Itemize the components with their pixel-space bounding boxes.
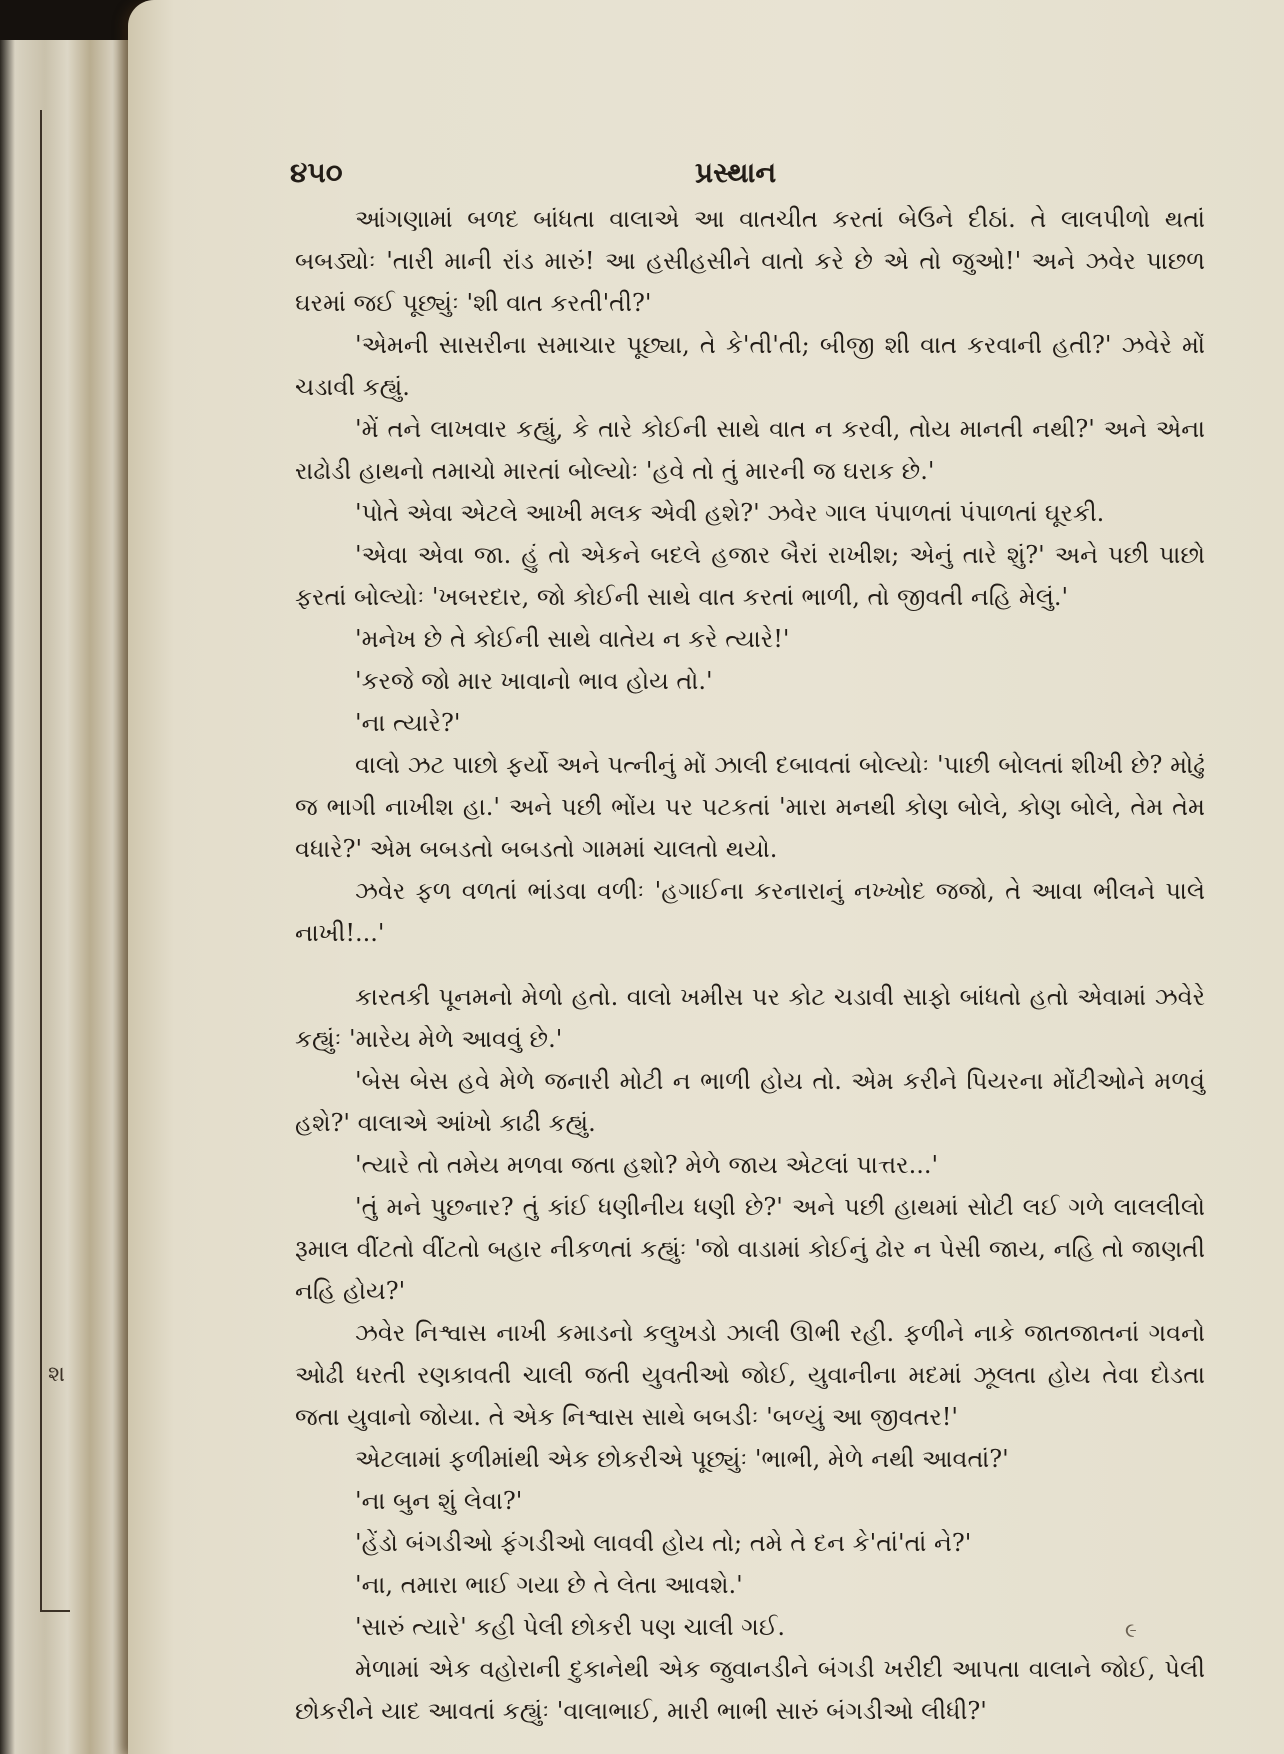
paragraph: ઝવેર નિશ્વાસ નાખી કમાડનો કલુખડો ઝાલી ઊભી રહી. ફળીને નાકે જાતજાતનાં ગવનો ઓઢી ધરતી રણકાવતી ચાલી જતી યુવતીઓ જોઈ, યુવાનીના મદમાં ઝૂલતા હોય તેવા દોડતા જતા યુવાનો જોયા. તે એક નિશ્વાસ સાથે બબડીઃ 'બળ્યું આ જીવતર!' <box>295 1319 1205 1431</box>
edge-glyph: શ <box>48 1362 65 1387</box>
paragraph: 'બેસ બેસ હવે મેળે જનારી મોટી ન ભાળી હોય તો. એમ કરીને પિયરના મોંટીઓને મળવું હશે?' વાલાએ આંખો કાઢી કહ્યું. <box>295 1067 1205 1137</box>
running-title: પ્રસ્થાન <box>695 156 777 189</box>
paragraph: 'સારું ત્યારે' કહી પેલી છોકરી પણ ચાલી ગઈ. <box>355 1613 785 1641</box>
paragraph: 'ત્યારે તો તમેય મળવા જતા હશો? મેળે જાય એટલાં પાત્તર...' <box>355 1151 939 1179</box>
paragraph: 'ના, તમારા ભાઈ ગયા છે તે લેતા આવશે.' <box>355 1571 743 1599</box>
paragraph: 'હેંડો બંગડીઓ ફંગડીઓ લાવવી હોય તો; તમે તે દન કે'તાં'તાં ને?' <box>355 1529 972 1557</box>
paragraph: કારતકી પૂનમનો મેળો હતો. વાલો ખમીસ પર કોટ ચડાવી સાફો બાંધતો હતો એવામાં ઝવેરે કહ્યુંઃ 'મારેય મેળે આવવું છે.' <box>295 983 1205 1053</box>
paragraph: મેળામાં એક વહોરાની દુકાનેથી એક જુવાનડીને બંગડી ખરીદી આપતા વાલાને જોઈ, પેલી છોકરીને યાદ આવતાં કહ્યુંઃ 'વાલાભાઈ, મારી ભાભી સારું બંગડીઓ લીધી?' <box>295 1655 1205 1725</box>
paragraph: ઝવેર ફળ વળતાં ભાંડવા વળીઃ 'હગાઈના કરનારાનું નખ્ખોદ જજો, તે આવા ભીલને પાલે નાખી!...' <box>295 877 1205 947</box>
folio-mark: ૯ <box>1125 1618 1137 1642</box>
section-break <box>295 954 1205 976</box>
paragraph: 'ના બુન શું લેવા?' <box>355 1487 523 1515</box>
paragraph: 'પોતે એવા એટલે આખી મલક એવી હશે?' ઝવેર ગાલ પંપાળતાં પંપાળતાં ઘૂરકી. <box>355 499 1105 527</box>
paragraph: 'એમની સાસરીના સમાચાર પૂછ્યા, તે કે'તી'તી; બીજી શી વાત કરવાની હતી?' ઝવેરે મોં ચડાવી કહ્યું. <box>295 331 1205 401</box>
page-number: ૪૫૦ <box>290 156 343 189</box>
paragraph: 'ના ત્યારે?' <box>355 709 461 737</box>
paragraph: એટલામાં ફળીમાંથી એક છોકરીએ પૂછ્યુંઃ 'ભાભી, મેળે નથી આવતાં?' <box>355 1445 1009 1473</box>
paragraph: 'તું મને પુછનાર? તું કાંઈ ધણીનીય ધણી છે?' અને પછી હાથમાં સોટી લઈ ગળે લાલલીલો રૂમાલ વીંટતો વીંટતો બહાર નીકળતાં કહ્યુંઃ 'જો વાડામાં કોઈનું ઢોર ન પેસી જાય, નહિ તો જાણતી નહિ હોય?' <box>295 1193 1205 1305</box>
edge-rule <box>40 110 42 1610</box>
edge-rule-foot <box>40 1610 70 1612</box>
paragraph: 'મનેખ છે તે કોઈની સાથે વાતેય ન કરે ત્યારે!' <box>355 625 790 653</box>
paragraph: વાલો ઝટ પાછો ફર્યો અને પત્નીનું મોં ઝાલી દબાવતાં બોલ્યોઃ 'પાછી બોલતાં શીખી છે? મોઢું જ ભાગી નાખીશ હા.' અને પછી ભોંય પર પટકતાં 'મારા મનથી કોણ બોલે, કોણ બોલે, તેમ તેમ વધારે?' એમ બબડતો બબડતો ગામમાં ચાલતો થયો. <box>295 751 1205 863</box>
paragraph: 'મેં તને લાખવાર કહ્યું, કે તારે કોઈની સાથે વાત ન કરવી, તોય માનતી નથી?' અને એના રાઢોડી હાથનો તમાચો મારતાં બોલ્યોઃ 'હવે તો તું મારની જ ઘરાક છે.' <box>295 415 1205 485</box>
page-header <box>165 150 1225 198</box>
paragraph: 'કરજે જો માર ખાવાનો ભાવ હોય તો.' <box>355 667 713 695</box>
page-content <box>165 150 1225 1725</box>
paragraph: 'એવા એવા જા. હું તો એકને બદલે હજાર બૈરાં રાખીશ; એનું તારે શું?' અને પછી પાછો ફરતાં બોલ્યોઃ 'ખબરદાર, જો કોઈની સાથે વાત કરતાં ભાળી, તો જીવતી નહિ મેલું.' <box>295 541 1205 611</box>
paragraph: આંગણામાં બળદ બાંધતા વાલાએ આ વાતચીત કરતાં બેઉને દીઠાં. તે લાલપીળો થતાં બબડ્યોઃ 'તારી માની રાંડ મારું! આ હસીહસીને વાતો કરે છે એ તો જુઓ!' અને ઝવેર પાછળ ઘરમાં જઈ પૂછ્યુંઃ 'શી વાત કરતી'તી?' <box>295 205 1205 317</box>
body-text <box>295 198 1205 1732</box>
